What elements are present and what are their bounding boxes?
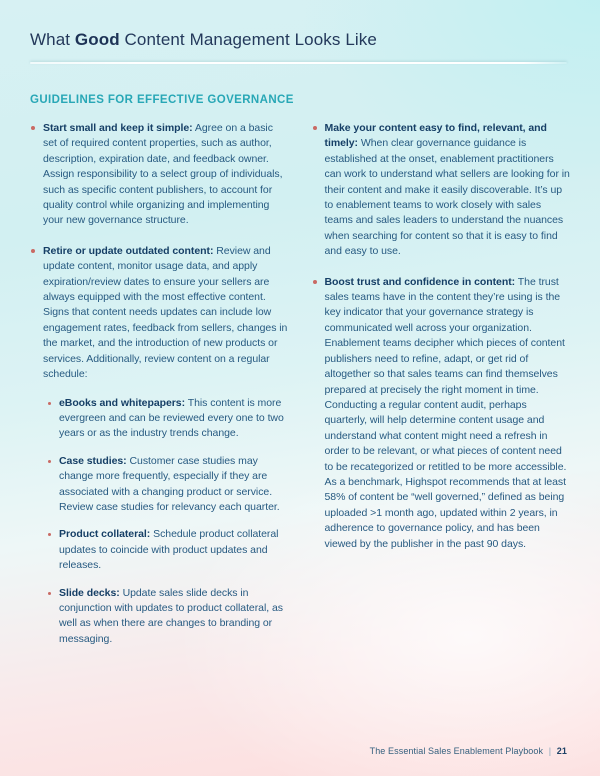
- bullet-text-block: [59, 527, 289, 573]
- page-footer: [370, 746, 567, 756]
- bullet-lead: Slide decks:: [59, 586, 120, 599]
- sub-bullet-case-studies: [47, 454, 289, 516]
- footer-book-title: The Essential Sales Enablement Playbook: [369, 746, 544, 756]
- bullet-text-block: [325, 275, 571, 552]
- bullet-text-block: [59, 454, 289, 516]
- page-body: [0, 64, 600, 647]
- bullet-lead: Start small and keep it simple:: [43, 122, 193, 134]
- footer-separator: |: [548, 746, 552, 756]
- bullet-body: Review and update content, monitor usage data, and apply expiration/review dates to ensure your sellers are always equipped with the most effective content. Signs that content needs updates can include low engagement rates, feedback from sellers, changes in the market, and the introduction of new products or services. Additionally, review content on a regular schedule:: [43, 244, 288, 381]
- two-column-layout: [30, 121, 570, 647]
- bullet-body: Update sales slide decks in conjunction with updates to product collateral, as well as when there are changes to branding or messaging.: [59, 586, 283, 645]
- bullet-text-block: [43, 121, 289, 229]
- bullet-lead: Make your content easy to find, relevant, and timely:: [324, 122, 547, 150]
- sub-bullet-ebooks: [47, 396, 289, 442]
- bullet-dot: [30, 121, 43, 229]
- bullet-item-retire-update: [30, 244, 289, 647]
- bullet-lead: Retire or update outdated content:: [43, 244, 214, 257]
- bullet-body: Schedule product collateral updates to coincide with product updates and releases.: [59, 528, 279, 572]
- right-column: [312, 121, 571, 647]
- bullet-body: When clear governance guidance is established at the onset, enablement practitioners can work to understand what sellers are looking for in their content and make it easily discoverable. It’s up to enablement teams to work closely with sales teams and sales leaders to understand the nuances when searching for content so that it is easy to find and easy to use.: [324, 137, 570, 258]
- bullet-lead: eBooks and whitepapers:: [59, 396, 186, 409]
- bullet-dot: [312, 275, 325, 552]
- bullet-body: This content is more evergreen and can be reviewed every one to two years or as the industry trends change.: [59, 396, 284, 440]
- bullet-dot: [47, 586, 59, 648]
- bullet-item-start-small: [30, 121, 289, 229]
- bullet-lead: Product collateral:: [59, 528, 151, 541]
- bullet-body: Agree on a basic set of required content properties, such as author, description, expiration date, and feedback owner. Assign responsibility to a select group of individuals, such as specific content publishers, to account for quality control while organizing and implementing your new governance structure.: [43, 122, 283, 227]
- bullet-text-block: [43, 244, 289, 383]
- bullet-dot: [47, 454, 59, 516]
- bullet-dot: [312, 121, 325, 260]
- bullet-content: [43, 244, 289, 647]
- bullet-text-block: [59, 586, 289, 648]
- bullet-body: The trust sales teams have in the content they’re using is the key indicator that your governance strategy is communicated well across your organization. Enablement teams decipher which pieces of content publishers need to refine, adapt, or get rid of altogether so that sales teams can find themselves prepared at precisely the right moment in time. Conducting a regular content audit, perhaps quarterly, will help determine content usage and understand what content might need a refresh in order to be relevant, or what pieces of content need to be recategorized or retitled to be more accessible. As a benchmark, Highspot recommends that at least 58% of content be “well governed,” defined as being uploaded >1 month ago, updated within 2 years, in adherence to governance policy, and has been viewed by the publisher in the past 90 days.: [324, 275, 567, 550]
- sub-bullet-slide-decks: [47, 586, 289, 648]
- bullet-text-block: [325, 121, 571, 260]
- sub-bullet-product-collateral: [47, 527, 289, 573]
- page-title: [30, 30, 570, 50]
- bullet-body: Customer case studies may change more frequently, especially if they are associated with a changing product or service. Review case studies for relevancy each quarter.: [59, 454, 280, 513]
- left-column: [30, 121, 289, 647]
- page-title-part2: Content Management Looks Like: [124, 30, 377, 49]
- page-title-part1: What: [30, 30, 71, 49]
- section-heading: GUIDELINES FOR EFFECTIVE GOVERNANCE: [30, 94, 294, 106]
- sub-bullet-list: [43, 396, 289, 648]
- bullet-lead: Case studies:: [59, 454, 127, 467]
- bullet-lead: Boost trust and confidence in content:: [324, 275, 516, 288]
- bullet-dot: [47, 396, 59, 442]
- footer-page-number: 21: [556, 746, 567, 756]
- page-title-bold: Good: [74, 30, 120, 49]
- bullet-dot: [30, 244, 43, 647]
- bullet-text-block: [59, 396, 289, 442]
- page-header: [0, 0, 600, 64]
- bullet-item-easy-to-find: [312, 121, 571, 260]
- bullet-dot: [47, 527, 59, 573]
- bullet-item-boost-trust: [312, 275, 571, 552]
